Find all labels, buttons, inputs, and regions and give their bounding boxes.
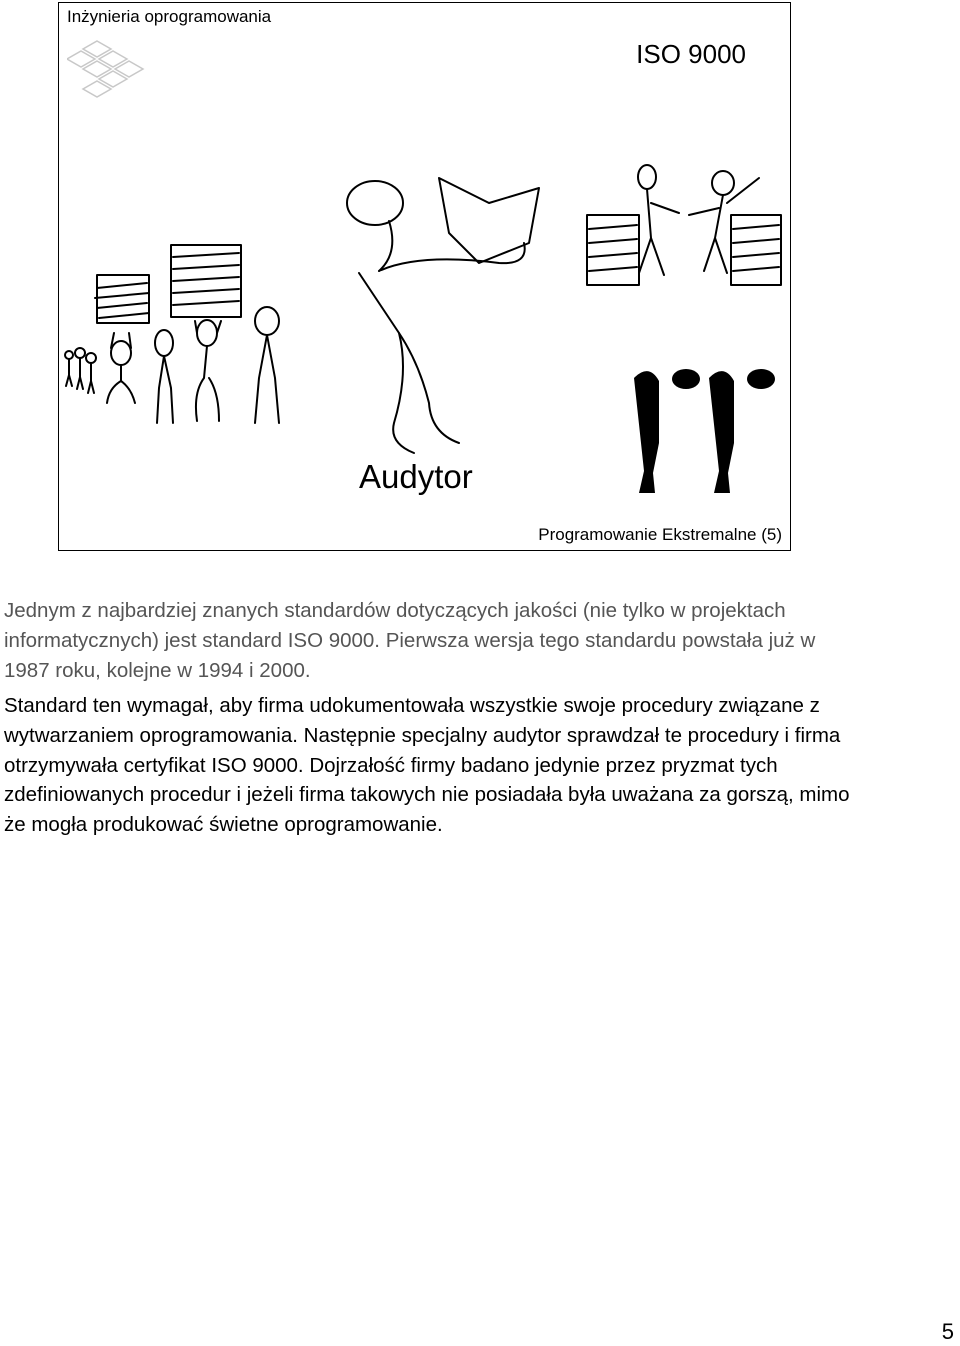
auditor-figure — [347, 178, 539, 453]
note-paragraph-1: Jednym z najbardziej znanych standardów dotyczących jakości (nie tylko w projektach informatycznych) jest standard ISO 9000. Pierwsza wersja tego standardu powstała już w 1987 roku, kolejne w 1994 i 2000. — [4, 599, 816, 682]
book-carrier-1 — [95, 275, 149, 403]
book-stack-right-1 — [587, 215, 639, 285]
small-figure-3 — [86, 353, 96, 393]
slide — [58, 2, 791, 551]
standing-figure-1 — [155, 330, 173, 423]
small-figure-1 — [65, 351, 73, 386]
small-figure-2 — [75, 348, 85, 389]
slide-footer: Programowanie Ekstremalne (5) — [538, 525, 782, 544]
standing-figure-2 — [255, 307, 279, 423]
dancing-figure-1 — [638, 165, 679, 275]
slide-title: ISO 9000 — [636, 39, 746, 69]
book-carrier-2 — [171, 245, 241, 421]
page-number: 5 — [941, 1319, 954, 1344]
book-stack-right-2 — [731, 215, 781, 285]
dark-figures — [634, 369, 775, 493]
note-paragraph-2: Standard ten wymagał, aby firma udokumentowała wszystkie swoje procedury związane z wytwarzaniem oprogramowania. Następnie specjalny audytor sprawdzał te procedury i firma otrzymywała certyfikat ISO 9000. Dojrzałość firmy badano jedynie przez pryzmat tych zdefiniowanych procedur i jeżeli firma takowych nie posiadała była uważana za gorszą, mimo że mogła produkować świetne oprogramowanie. — [4, 694, 850, 837]
course-title: Inżynieria oprogramowania — [67, 7, 272, 26]
auditor-label: Audytor — [359, 458, 473, 495]
dancing-figure-2 — [689, 171, 759, 273]
